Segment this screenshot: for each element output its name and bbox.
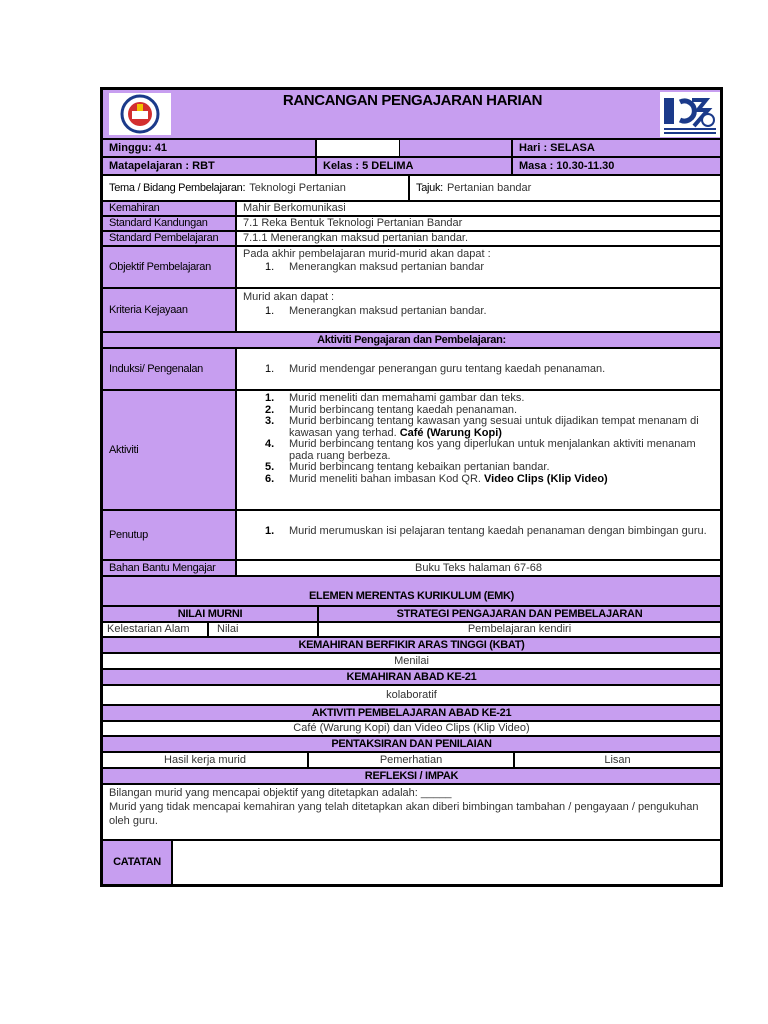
objektif-num: 1. <box>265 261 275 273</box>
strategi-header: STRATEGI PENGAJARAN DAN PEMBELAJARAN <box>318 606 721 622</box>
minggu-blank-cell <box>316 139 512 157</box>
strategi-value: Pembelajaran kendiri <box>318 622 721 637</box>
standard-kandungan-label: Standard Kandungan <box>102 216 236 231</box>
kriteria-num: 1. <box>265 305 275 317</box>
aktiviti-item-num: 6. <box>265 472 275 485</box>
pentaksiran-item-2: Pemerhatian <box>308 752 514 768</box>
bbm-label: Bahan Bantu Mengajar <box>102 560 236 576</box>
standard-pembelajaran-value: 7.1.1 Menerangkan maksud pertanian bandar. <box>236 231 721 246</box>
induksi-num: 1. <box>265 363 275 375</box>
tajuk-label: Tajuk: <box>416 181 443 194</box>
abad21-header: KEMAHIRAN ABAD KE-21 <box>102 669 721 685</box>
objektif-item: Menerangkan maksud pertanian bandar <box>289 261 485 273</box>
kriteria-label: Kriteria Kejayaan <box>102 288 236 332</box>
kriteria-item: Menerangkan maksud pertanian bandar. <box>289 305 487 317</box>
aktiviti-item-bold: Video Clips (Klip Video) <box>484 472 608 485</box>
emk-title: ELEMEN MERENTAS KURIKULUM (EMK) <box>309 590 514 602</box>
aktiviti-item-bold: Café (Warung Kopi) <box>399 426 502 439</box>
ministry-logo <box>660 92 720 137</box>
tajuk-cell <box>409 175 721 201</box>
aktiviti-item-text: Murid berbincang tentang kaedah penanaman. <box>289 403 518 416</box>
aktiviti-label: Aktiviti <box>102 390 236 510</box>
aktiviti-item-text: Murid berbincang tentang kawasan yang sesuai untuk dijadikan tempat menanam di kawasan yang terhad. <box>289 415 699 439</box>
objektif-label: Objektif Pembelajaran <box>102 246 236 288</box>
aktiviti-item-text: Murid berbincang tentang kebaikan pertanian bandar. <box>289 461 550 473</box>
kbat-header: KEMAHIRAN BERFIKIR ARAS TINGGI (KBAT) <box>102 637 721 653</box>
refleksi-body <box>102 784 721 840</box>
aktiviti-item-3 <box>265 416 715 439</box>
aktiviti-item-num: 3. <box>265 415 275 427</box>
kriteria-value-cell <box>236 288 721 332</box>
tajuk-value: Pertanian bandar <box>446 181 532 194</box>
aktiviti-item-num: 4. <box>265 438 275 450</box>
pak21-header: AKTIVITI PEMBELAJARAN ABAD KE-21 <box>102 705 721 721</box>
objektif-intro: Pada akhir pembelajaran murid-murid akan dapat : <box>243 248 491 260</box>
catatan-field[interactable] <box>172 840 721 885</box>
aktiviti-item-num: 1. <box>265 392 275 404</box>
induksi-text: Murid mendengar penerangan guru tentang kaedah penanaman. <box>289 363 606 375</box>
kriteria-intro: Murid akan dapat : <box>243 291 335 303</box>
kelas-cell: Kelas : 5 DELIMA <box>316 157 512 175</box>
hari-cell: Hari : SELASA <box>512 139 721 157</box>
standard-kandungan-value: 7.1 Reka Bentuk Teknologi Pertanian Bandar <box>236 216 721 231</box>
aktiviti-item-text: Murid meneliti dan memahami gambar dan teks. <box>289 392 525 404</box>
aktiviti-list <box>265 393 715 485</box>
induksi-label: Induksi/ Pengenalan <box>102 348 236 390</box>
pentaksiran-item-3: Lisan <box>514 752 721 768</box>
tema-label: Tema / Bidang Pembelajaran: <box>109 181 246 194</box>
refleksi-line-1: Bilangan murid yang mencapai objektif yang ditetapkan adalah: _____ <box>109 787 452 799</box>
nilai-value: Nilai <box>208 622 318 637</box>
refleksi-header: REFLEKSI / IMPAK <box>102 768 721 784</box>
penutup-value-cell <box>236 510 721 560</box>
penutup-text: Murid merumuskan isi pelajaran tentang kaedah penanaman dengan bimbingan guru. <box>289 525 707 537</box>
induksi-value-cell <box>236 348 721 390</box>
page-title: RANCANGAN PENGAJARAN HARIAN <box>282 92 543 109</box>
tema-cell <box>102 175 409 201</box>
catatan-label: CATATAN <box>102 840 172 885</box>
masa-cell: Masa : 10.30-11.30 <box>512 157 721 175</box>
matapelajaran-cell: Matapelajaran : RBT <box>102 157 316 175</box>
kbat-value: Menilai <box>102 653 721 669</box>
aktiviti-item-text: Murid meneliti bahan imbasan Kod QR. <box>289 472 481 485</box>
kemahiran-label: Kemahiran <box>102 201 236 216</box>
nilai-murni-header: NILAI MURNI <box>102 606 318 622</box>
standard-pembelajaran-label: Standard Pembelajaran <box>102 231 236 246</box>
header-bar <box>102 89 721 139</box>
minggu-cell: Minggu: 41 <box>102 139 316 157</box>
nilai-kelestarian: Kelestarian Alam <box>102 622 208 637</box>
tema-value: Teknologi Pertanian <box>249 181 346 194</box>
aktiviti-item-text: Murid berbincang tentang kos yang diperlukan untuk menjalankan aktiviti menanam pada ruang berbeza. <box>289 438 696 462</box>
pentaksiran-header: PENTAKSIRAN DAN PENILAIAN <box>102 736 721 752</box>
aktiviti-value-cell <box>236 390 721 510</box>
kemahiran-value: Mahir Berkomunikasi <box>236 201 721 216</box>
aktiviti-item-4 <box>265 439 715 462</box>
pentaksiran-item-1: Hasil kerja murid <box>102 752 308 768</box>
pak21-value: Café (Warung Kopi) dan Video Clips (Klip Video) <box>102 721 721 736</box>
aktiviti-item-num: 5. <box>265 461 275 473</box>
lesson-plan-sheet <box>100 87 723 887</box>
abad21-value: kolaboratif <box>102 685 721 705</box>
penutup-label: Penutup <box>102 510 236 560</box>
refleksi-line-2: Murid yang tidak mencapai kemahiran yang telah ditetapkan akan diberi bimbingan tambahan / pengayaan / pengukuhan oleh guru. <box>109 801 699 827</box>
blank-input-box <box>317 140 400 156</box>
aktiviti-item-1 <box>265 393 715 405</box>
aktiviti-section-header: Aktiviti Pengajaran dan Pembelajaran: <box>102 332 721 348</box>
aktiviti-item-6 <box>265 474 715 486</box>
penutup-num: 1. <box>265 525 275 537</box>
objektif-value-cell <box>236 246 721 288</box>
bbm-value: Buku Teks halaman 67-68 <box>236 560 721 576</box>
emk-header <box>102 576 721 606</box>
aktiviti-item-num: 2. <box>265 403 275 416</box>
